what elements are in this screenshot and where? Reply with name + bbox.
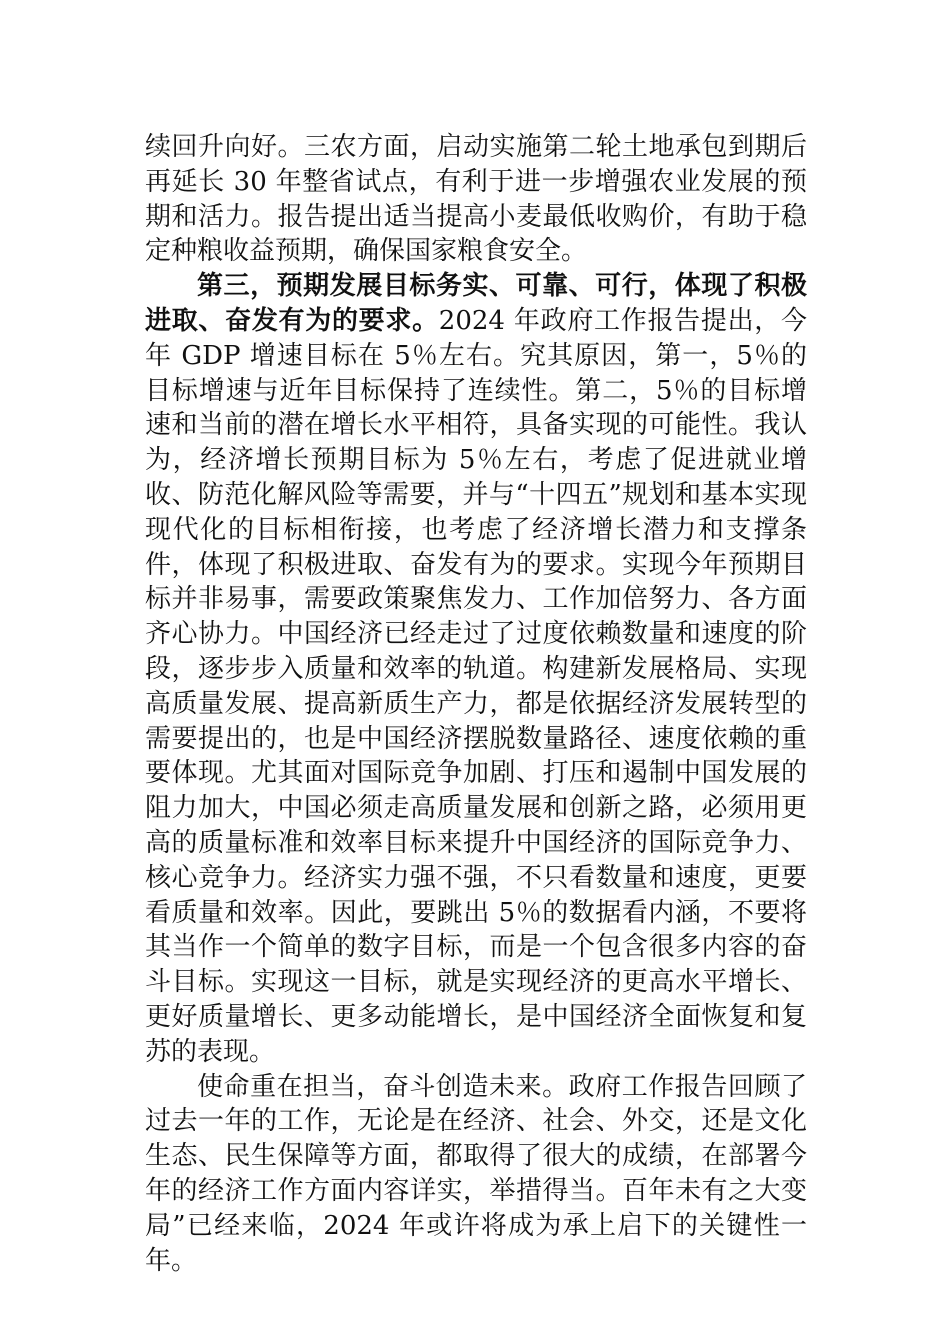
paragraph-2 bbox=[145, 269, 807, 1069]
paragraph-2-body: 2024 年政府工作报告提出，今年 GDP 增速目标在 5％左右。究其原因，第一，5％的目标增速与近年目标保持了连续性。第二，5％的目标增速和当前的潜在增长水平相符，具备实现的可能性。我认为，经济增长预期目标为 5％左右，考虑了促进就业增收、防范化解风险等需要，并与“十四五”规划和基本实现现代化的目标相衔接，也考虑了经济增长潜力和支撑条件，体现了积极进取、奋发有为的要求。实现今年预期目标并非易事，需要政策聚焦发力、工作加倍努力、各方面齐心协力。中国经济已经走过了过度依赖数量和速度的阶段，逐步步入质量和效率的轨道。构建新发展格局、实现高质量发展、提高新质生产力，都是依据经济发展转型的需要提出的，也是中国经济摆脱数量路径、速度依赖的重要体现。尤其面对国际竞争加剧、打压和遏制中国发展的阻力加大，中国必须走高质量发展和创新之路，必须用更高的质量标准和效率目标来提升中国经济的国际竞争力、核心竞争力。经济实力强不强，不只看数量和速度，更要看质量和效率。因此，要跳出 5％的数据看内涵，不要将其当作一个简单的数字目标，而是一个包含很多内容的奋斗目标。实现这一目标，就是实现经济的更高水平增长、更好质量增长、更多动能增长，是中国经济全面恢复和复苏的表现。 bbox=[145, 305, 807, 1067]
document-body bbox=[145, 130, 807, 1278]
paragraph-2-heading: 第三，预期发展目标务实、可靠、可行，体现了积极进取、奋发有为的要求。 bbox=[145, 271, 807, 336]
paragraph-1: 续回升向好。三农方面，启动实施第二轮土地承包到期后再延长 30 年整省试点，有利于进一步增强农业发展的预期和活力。报告提出适当提高小麦最低收购价，有助于稳定种粮收益预期，确保国家粮食安全。 bbox=[145, 132, 807, 267]
paragraph-3: 使命重在担当，奋斗创造未来。政府工作报告回顾了过去一年的工作，无论是在经济、社会、外交，还是文化生态、民生保障等方面，都取得了很大的成绩，在部署今年的经济工作方面内容详实，举措得当。百年未有之大变局”已经来临，2024 年或许将成为承上启下的关键性一年。 bbox=[145, 1071, 807, 1276]
